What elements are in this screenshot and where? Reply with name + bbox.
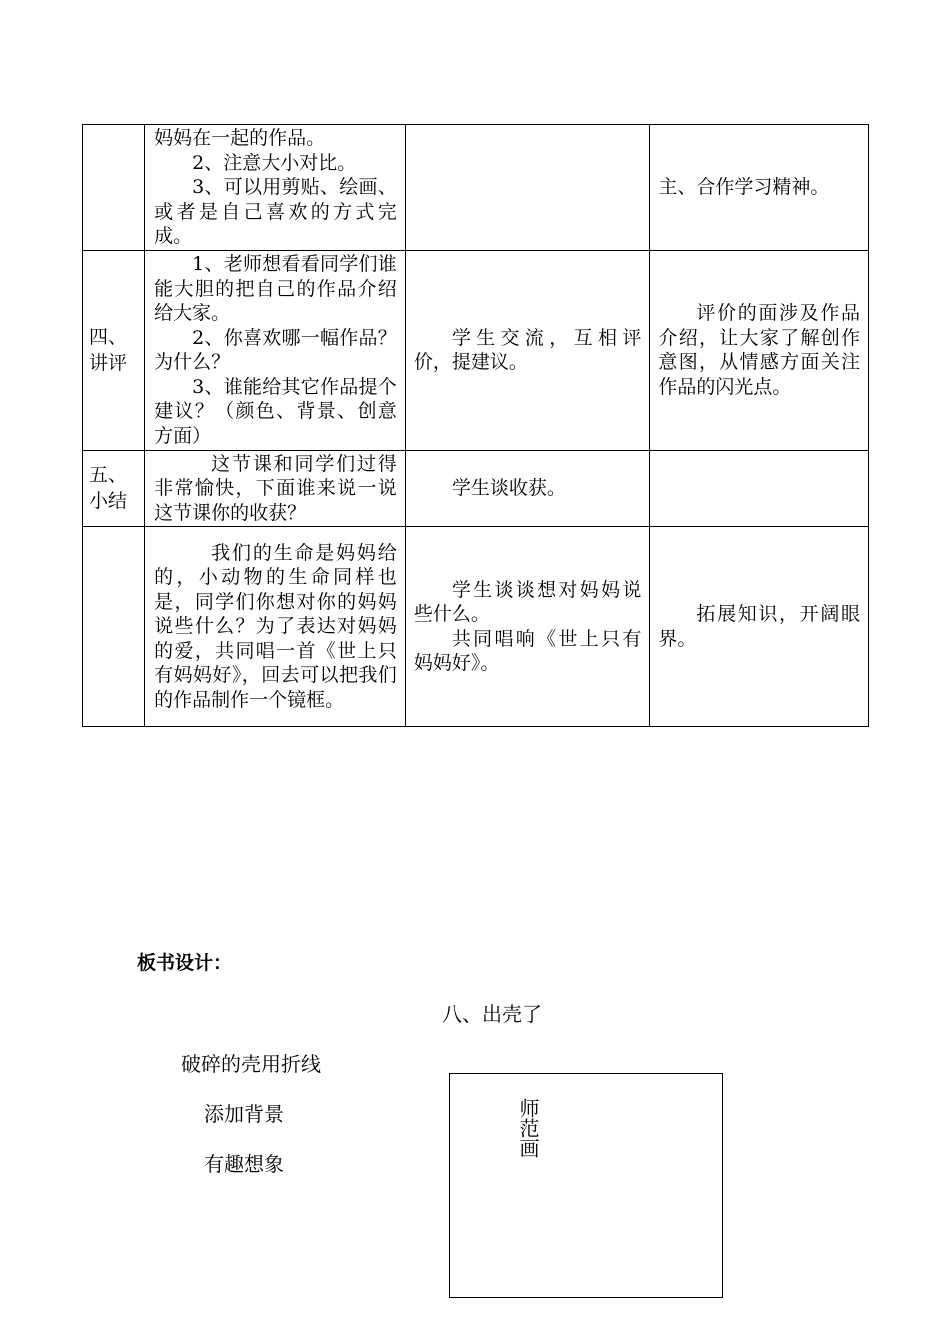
stage-cell	[83, 527, 145, 727]
demo-drawing-frame	[449, 1073, 723, 1298]
teacher-activity-cell	[145, 527, 406, 727]
teacher-activity-cell	[145, 125, 406, 251]
teacher-activity-cell	[145, 450, 406, 527]
text-line: 拓展知识，开阔眼界。	[658, 603, 860, 650]
lesson-plan-table	[82, 124, 869, 727]
design-intent-cell	[650, 450, 869, 527]
student-activity-cell	[405, 250, 650, 450]
board-line: 添加背景	[204, 1102, 284, 1126]
design-intent-cell	[650, 125, 869, 251]
text-line: 学生交流，互相评价，提建议。	[413, 326, 642, 373]
text-line: 这节课和同学们过得非常愉快，下面谁来说一说这节课你的收获？	[154, 452, 397, 524]
table-row	[83, 450, 869, 527]
text-line: 2、注意大小对比。	[192, 151, 357, 174]
student-activity-cell	[405, 450, 650, 527]
design-intent-cell	[650, 250, 869, 450]
board-design-title: 板书设计：	[137, 952, 233, 974]
text-line: 主、合作学习精神。	[658, 176, 830, 198]
board-line: 有趣想象	[204, 1152, 284, 1176]
text-line: 学生谈收获。	[451, 477, 566, 499]
stage-cell: 四、讲评	[83, 250, 145, 450]
text-line: 妈妈在一起的作品。	[154, 127, 326, 149]
text-line: 3、谁能给其它作品提个建议？（颜色、背景、创意方面）	[154, 375, 397, 447]
text-line: 2、你喜欢哪一幅作品？为什么？	[154, 326, 397, 373]
stage-cell	[83, 125, 145, 251]
table-row	[83, 250, 869, 450]
stage-cell: 五、小结	[83, 450, 145, 527]
student-activity-cell	[405, 125, 650, 251]
design-intent-cell	[650, 527, 869, 727]
text-line: 学生谈谈想对妈妈说些什么。	[413, 578, 642, 625]
text-line: 我们的生命是妈妈给的，小动物的生命同样也是，同学们你想对你的妈妈说些什么？为了表达对妈妈的爱，共同唱一首《世上只有妈妈好》，回去可以把我们的作品制作一个镜框。	[154, 541, 397, 711]
teacher-activity-cell	[145, 250, 406, 450]
board-line: 破碎的壳用折线	[181, 1052, 321, 1076]
frame-label: 师范画	[516, 1098, 540, 1158]
table-row	[83, 125, 869, 251]
text-line: 1、老师想看看同学们谁能大胆的把自己的作品介绍给大家。	[154, 253, 397, 324]
text-line: 评价的面涉及作品介绍，让大家了解创作意图，从情感方面关注作品的闪光点。	[658, 302, 860, 398]
text-line: 3、可以用剪贴、绘画、或者是自己喜欢的方式完成。	[154, 176, 397, 247]
student-activity-cell	[405, 527, 650, 727]
board-heading: 八、出壳了	[442, 1002, 542, 1026]
text-line: 共同唱响《世上只有妈妈好》。	[413, 627, 642, 674]
table-row	[83, 527, 869, 727]
